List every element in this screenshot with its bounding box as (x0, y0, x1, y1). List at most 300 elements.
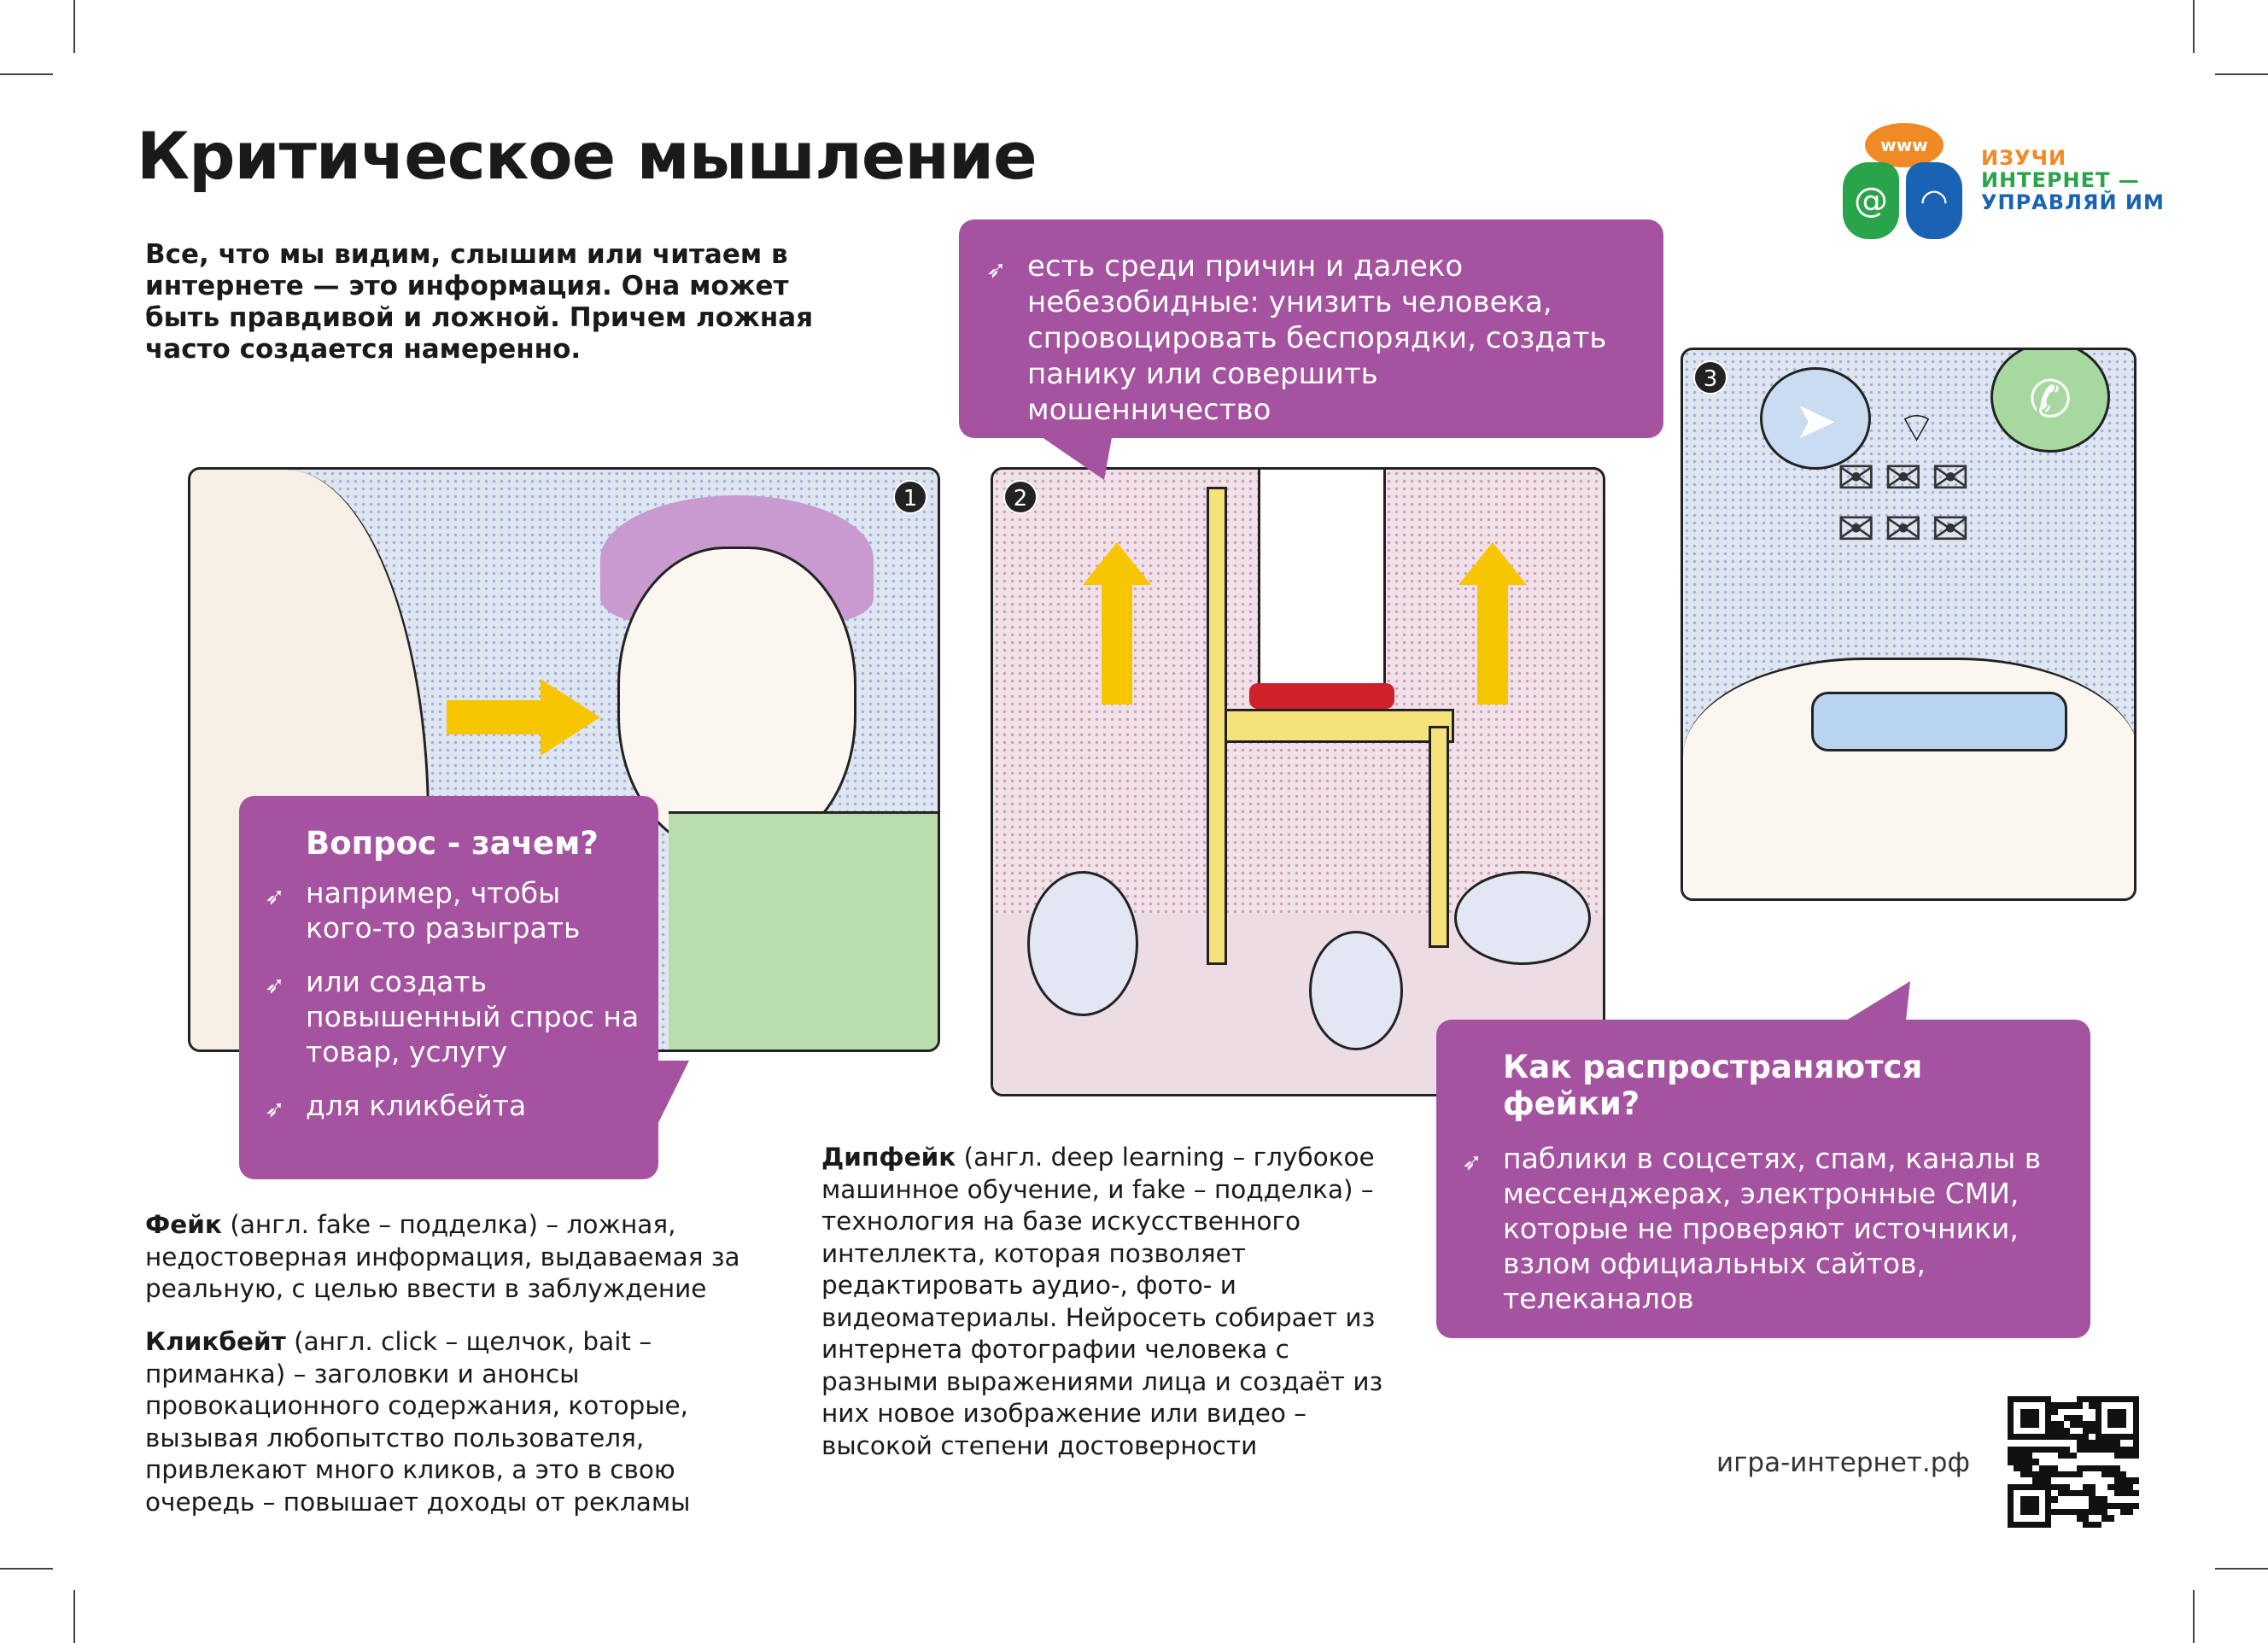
qr-module (2133, 1465, 2139, 1471)
qr-module (2114, 1471, 2120, 1477)
qr-module (2026, 1402, 2032, 1408)
qr-module (2107, 1484, 2113, 1490)
qr-module (2064, 1415, 2070, 1421)
qr-module (2101, 1440, 2107, 1446)
qr-module (2039, 1428, 2045, 1434)
qr-module (2058, 1421, 2064, 1427)
qr-module (2070, 1465, 2076, 1471)
qr-module (2008, 1471, 2014, 1477)
qr-module (2039, 1515, 2045, 1521)
qr-module (2083, 1440, 2089, 1446)
definition-fake (145, 1209, 794, 1306)
qr-module (2133, 1440, 2139, 1446)
qr-module (2008, 1396, 2014, 1402)
paper-plane-icon: ➶ (265, 971, 285, 999)
qr-module (2114, 1515, 2120, 1521)
qr-module (2133, 1421, 2139, 1427)
qr-module (2133, 1428, 2139, 1434)
qr-module (2077, 1490, 2083, 1496)
qr-module (2126, 1402, 2132, 1408)
qr-module (2014, 1396, 2020, 1402)
qr-module (2020, 1447, 2026, 1453)
qr-module (2051, 1459, 2057, 1465)
qr-module (2089, 1503, 2095, 1509)
qr-module (2026, 1421, 2032, 1427)
qr-module (2020, 1484, 2026, 1490)
paper-plane-icon: ➶ (986, 255, 1007, 284)
crop-mark (73, 0, 75, 53)
qr-module (2045, 1453, 2051, 1459)
bubble-tail (1036, 433, 1113, 484)
qr-module (2120, 1477, 2126, 1483)
whatsapp-icon: ✆ (1990, 348, 2110, 453)
qr-module (2077, 1453, 2083, 1459)
qr-module (2133, 1453, 2139, 1459)
qr-module (2039, 1477, 2045, 1483)
qr-module (2096, 1490, 2101, 1496)
qr-module (2107, 1509, 2113, 1515)
qr-module (2096, 1453, 2101, 1459)
qr-module (2089, 1447, 2095, 1453)
qr-module (2008, 1465, 2014, 1471)
qr-module (2114, 1409, 2120, 1415)
bubble-item-text: для кликбейта (306, 1089, 527, 1122)
definition-text: (англ. click – щелчок, bait – приманка) – заголовки и анонсы провокационного содержания, которые, вызывая любопытство пользователя, привлекают много кликов, а это в свою очередь – повышает доходы от рекламы (145, 1327, 691, 1517)
qr-module (2051, 1522, 2057, 1528)
speech-bubble-why (239, 796, 658, 1179)
qr-module (2096, 1415, 2101, 1421)
qr-module (2083, 1509, 2089, 1515)
qr-module (2008, 1440, 2014, 1446)
qr-module (2120, 1396, 2126, 1402)
qr-module (2089, 1459, 2095, 1465)
qr-module (2064, 1428, 2070, 1434)
qr-module (2020, 1396, 2026, 1402)
qr-module (2014, 1421, 2020, 1427)
qr-module (2026, 1459, 2032, 1465)
qr-module (2070, 1396, 2076, 1402)
qr-module (2008, 1447, 2014, 1453)
qr-module (2126, 1496, 2132, 1502)
definition-text: (англ. fake – подделка) – ложная, недостоверная информация, выдаваемая за реальную, с целью ввести в заблуждение (145, 1210, 740, 1303)
qr-module (2039, 1503, 2045, 1509)
term: Фейк (145, 1210, 222, 1239)
qr-module (2064, 1447, 2070, 1453)
qr-module (2120, 1402, 2126, 1408)
qr-module (2107, 1465, 2113, 1471)
qr-module (2114, 1509, 2120, 1515)
qr-module (2026, 1453, 2032, 1459)
qr-module (2008, 1509, 2014, 1515)
qr-module (2077, 1396, 2083, 1402)
qr-module (2120, 1484, 2126, 1490)
qr-module (2058, 1496, 2064, 1502)
qr-module (2077, 1434, 2083, 1440)
qr-module (2032, 1409, 2038, 1415)
envelope-icons: ✉✉✉ ✉✉✉ (1837, 451, 1979, 556)
rat-icon (1309, 931, 1403, 1050)
qr-module (2133, 1434, 2139, 1440)
qr-module (2020, 1402, 2026, 1408)
qr-module (2070, 1484, 2076, 1490)
qr-module (2058, 1396, 2064, 1402)
qr-module (2051, 1503, 2057, 1509)
qr-module (2089, 1515, 2095, 1521)
qr-module (2107, 1496, 2113, 1502)
paper-plane-icon: ➶ (265, 1095, 285, 1123)
qr-module (2133, 1515, 2139, 1521)
qr-module (2089, 1477, 2095, 1483)
qr-module (2064, 1484, 2070, 1490)
qr-module (2107, 1415, 2113, 1421)
qr-module (2120, 1421, 2126, 1427)
crop-mark (73, 1590, 75, 1643)
qr-module (2114, 1428, 2120, 1434)
qr-module (2032, 1440, 2038, 1446)
qr-module (2133, 1522, 2139, 1528)
qr-module (2114, 1434, 2120, 1440)
qr-module (2014, 1402, 2020, 1408)
qr-module (2032, 1503, 2038, 1509)
qr-module (2051, 1477, 2057, 1483)
qr-module (2020, 1490, 2026, 1496)
qr-module (2101, 1484, 2107, 1490)
qr-module (2051, 1471, 2057, 1477)
qr-module (2045, 1415, 2051, 1421)
qr-module (2120, 1434, 2126, 1440)
qr-module (2026, 1477, 2032, 1483)
qr-module (2083, 1421, 2089, 1427)
qr-module (2014, 1471, 2020, 1477)
qr-module (2014, 1509, 2020, 1515)
crop-mark (2193, 0, 2195, 53)
qr-module (2120, 1453, 2126, 1459)
qr-module (2045, 1471, 2051, 1477)
chair-leg (1429, 726, 1449, 948)
qr-module (2058, 1484, 2064, 1490)
qr-module (2014, 1477, 2020, 1483)
qr-module (2083, 1447, 2089, 1453)
definition-text: (англ. deep learning – глубокое машинное обучение, и fake – подделка) – технология на базе искусственного интеллекта, которая позволяет редактировать аудио-, фото- и видеоматериалы. Нейросеть собирает из интернета фотографии человека с разными выражениями лица и создаёт из них новое изображение или видео – высокой степени достоверности (821, 1143, 1383, 1460)
qr-module (2051, 1440, 2057, 1446)
qr-module (2008, 1434, 2014, 1440)
qr-module (2039, 1396, 2045, 1402)
qr-module (2008, 1477, 2014, 1483)
qr-module (2039, 1490, 2045, 1496)
logo (1836, 123, 1973, 243)
qr-module (2039, 1465, 2045, 1471)
qr-module (2120, 1490, 2126, 1496)
crop-mark (2215, 73, 2268, 75)
bubble-tail (653, 1061, 704, 1137)
qr-module (2008, 1402, 2014, 1408)
qr-module (2058, 1415, 2064, 1421)
qr-module (2039, 1471, 2045, 1477)
qr-module (2126, 1415, 2132, 1421)
qr-module (2077, 1515, 2083, 1521)
definition-deepfake (821, 1142, 1402, 1462)
qr-module (2096, 1402, 2101, 1408)
qr-module (2032, 1471, 2038, 1477)
qr-module (2070, 1496, 2076, 1502)
qr-module (2039, 1402, 2045, 1408)
qr-module (2014, 1522, 2020, 1528)
qr-module (2107, 1490, 2113, 1496)
qr-module (2039, 1447, 2045, 1453)
qr-module (2039, 1421, 2045, 1427)
qr-module (2026, 1434, 2032, 1440)
qr-module (2039, 1415, 2045, 1421)
up-arrow-icon (1083, 542, 1151, 705)
qr-module (2020, 1415, 2026, 1421)
qr-module (2014, 1515, 2020, 1521)
qr-module (2083, 1465, 2089, 1471)
qr-module (2101, 1477, 2107, 1483)
qr-module (2020, 1440, 2026, 1446)
qr-module (2089, 1396, 2095, 1402)
qr-module (2020, 1409, 2026, 1415)
qr-module (2045, 1465, 2051, 1471)
qr-module (2064, 1465, 2070, 1471)
qr-module (2020, 1496, 2026, 1502)
qr-module (2101, 1396, 2107, 1402)
qr-module (2014, 1453, 2020, 1459)
qr-module (2107, 1522, 2113, 1528)
qr-module (2045, 1515, 2051, 1521)
panel-number: 2 (1003, 480, 1038, 514)
qr-module (2045, 1402, 2051, 1408)
qr-module (2083, 1484, 2089, 1490)
qr-module (2064, 1522, 2070, 1528)
qr-module (2070, 1515, 2076, 1521)
qr-module (2114, 1503, 2120, 1509)
qr-module (2101, 1509, 2107, 1515)
qr-module (2045, 1509, 2051, 1515)
qr-module (2077, 1496, 2083, 1502)
qr-module (2045, 1496, 2051, 1502)
qr-module (2126, 1522, 2132, 1528)
qr-module (2026, 1440, 2032, 1446)
qr-module (2133, 1477, 2139, 1483)
qr-module (2058, 1459, 2064, 1465)
qr-module (2083, 1471, 2089, 1477)
qr-module (2126, 1471, 2132, 1477)
panel-number: 3 (1693, 360, 1727, 395)
qr-module (2032, 1396, 2038, 1402)
at-icon: @ (1843, 162, 1899, 239)
qr-module (2064, 1515, 2070, 1521)
qr-module (2008, 1515, 2014, 1521)
qr-module (2051, 1396, 2057, 1402)
qr-module (2120, 1415, 2126, 1421)
qr-module (2083, 1428, 2089, 1434)
qr-module (2039, 1409, 2045, 1415)
qr-module (2083, 1496, 2089, 1502)
qr-module (2101, 1409, 2107, 1415)
qr-module (2083, 1434, 2089, 1440)
qr-module (2083, 1409, 2089, 1415)
qr-module (2051, 1484, 2057, 1490)
intro-text: Все, что мы видим, слышим или читаем в интернете — это информация. Она может быть правдивой и ложной. Причем ложная часто создается намеренно. (145, 239, 814, 365)
qr-module (2058, 1447, 2064, 1453)
qr-module (2045, 1490, 2051, 1496)
qr-module (2114, 1496, 2120, 1502)
qr-module (2107, 1428, 2113, 1434)
qr-module (2026, 1409, 2032, 1415)
qr-module (2070, 1477, 2076, 1483)
qr-module (2070, 1428, 2076, 1434)
qr-module (2026, 1415, 2032, 1421)
qr-module (2089, 1440, 2095, 1446)
qr-module (2114, 1440, 2120, 1446)
qr-module (2096, 1471, 2101, 1477)
qr-module (2101, 1522, 2107, 1528)
qr-module (2020, 1459, 2026, 1465)
website-link[interactable]: игра-интернет.рф (1716, 1447, 1970, 1478)
qr-module (2126, 1477, 2132, 1483)
qr-module (2101, 1503, 2107, 1509)
qr-module (2020, 1515, 2026, 1521)
qr-module (2032, 1509, 2038, 1515)
qr-module (2101, 1434, 2107, 1440)
qr-module (2058, 1522, 2064, 1528)
qr-module (2089, 1421, 2095, 1427)
qr-module (2126, 1447, 2132, 1453)
qr-module (2083, 1515, 2089, 1521)
qr-module (2058, 1409, 2064, 1415)
qr-module (2032, 1515, 2038, 1521)
qr-module (2020, 1428, 2026, 1434)
bubble-item-text: например, чтобы кого-то разыграть (306, 876, 581, 944)
qr-module (2051, 1490, 2057, 1496)
qr-module (2014, 1415, 2020, 1421)
qr-module (2133, 1415, 2139, 1421)
qr-module (2051, 1453, 2057, 1459)
qr-module (2008, 1409, 2014, 1415)
qr-module (2120, 1515, 2126, 1521)
qr-module (2077, 1440, 2083, 1446)
qr-module (2101, 1402, 2107, 1408)
qr-module (2064, 1490, 2070, 1496)
qr-module (2089, 1415, 2095, 1421)
qr-module (2077, 1477, 2083, 1483)
qr-module (2126, 1453, 2132, 1459)
qr-module (2101, 1428, 2107, 1434)
crop-mark (2193, 1590, 2195, 1643)
bubble-item (265, 964, 641, 1069)
qr-module (2058, 1471, 2064, 1477)
qr-module (2008, 1459, 2014, 1465)
qr-module (2045, 1421, 2051, 1427)
qr-module (2089, 1402, 2095, 1408)
qr-code[interactable] (2008, 1396, 2139, 1528)
qr-module (2096, 1421, 2101, 1427)
qr-module (2107, 1421, 2113, 1427)
crop-mark (0, 73, 53, 75)
qr-module (2077, 1402, 2083, 1408)
qr-module (2064, 1459, 2070, 1465)
term: Дипфейк (821, 1143, 956, 1172)
qr-module (2070, 1447, 2076, 1453)
bubble-item-text: или создать повышенный спрос на товар, услугу (306, 965, 640, 1068)
qr-module (2045, 1396, 2051, 1402)
qr-module (2026, 1447, 2032, 1453)
qr-module (2120, 1440, 2126, 1446)
qr-module (2077, 1459, 2083, 1465)
qr-module (2045, 1428, 2051, 1434)
qr-module (2058, 1428, 2064, 1434)
qr-module (2089, 1509, 2095, 1515)
qr-module (2077, 1503, 2083, 1509)
qr-module (2026, 1428, 2032, 1434)
qr-module (2020, 1421, 2026, 1427)
qr-module (2101, 1515, 2107, 1521)
qr-module (2014, 1465, 2020, 1471)
qr-module (2133, 1503, 2139, 1509)
qr-module (2096, 1503, 2101, 1509)
qr-module (2083, 1490, 2089, 1496)
qr-module (2058, 1477, 2064, 1483)
qr-module (2051, 1447, 2057, 1453)
bubble-item (1462, 1141, 2065, 1316)
logo-line: ИЗУЧИ (1981, 146, 2067, 170)
qr-module (2051, 1465, 2057, 1471)
qr-module (2058, 1453, 2064, 1459)
qr-module (2008, 1484, 2014, 1490)
qr-module (2096, 1440, 2101, 1446)
qr-module (2045, 1503, 2051, 1509)
qr-module (2014, 1459, 2020, 1465)
qr-module (2032, 1490, 2038, 1496)
qr-module (2008, 1496, 2014, 1502)
page-title: Критическое мышление (137, 118, 1037, 194)
qr-module (2089, 1496, 2095, 1502)
qr-module (2120, 1459, 2126, 1465)
qr-module (2051, 1421, 2057, 1427)
qr-module (2133, 1509, 2139, 1515)
qr-module (2133, 1447, 2139, 1453)
term: Кликбейт (145, 1327, 286, 1356)
red-shoes (1249, 683, 1394, 709)
qr-module (2126, 1490, 2132, 1496)
qr-module (2039, 1453, 2045, 1459)
qr-module (2032, 1428, 2038, 1434)
legs (1258, 470, 1386, 700)
qr-module (2026, 1396, 2032, 1402)
qr-module (2032, 1402, 2038, 1408)
qr-module (2126, 1434, 2132, 1440)
qr-module (2114, 1421, 2120, 1427)
bubble-title: Вопрос - зачем? (306, 825, 599, 862)
qr-module (2077, 1484, 2083, 1490)
qr-module (2014, 1440, 2020, 1446)
rat-icon (1454, 871, 1591, 965)
qr-module (2096, 1509, 2101, 1515)
qr-module (2114, 1477, 2120, 1483)
qr-module (2107, 1409, 2113, 1415)
qr-module (2051, 1509, 2057, 1515)
qr-module (2126, 1409, 2132, 1415)
qr-module (2064, 1477, 2070, 1483)
chair-seat (1215, 709, 1454, 743)
qr-module (2014, 1428, 2020, 1434)
qr-module (2051, 1402, 2057, 1408)
qr-module (2014, 1490, 2020, 1496)
qr-module (2008, 1415, 2014, 1421)
qr-module (2126, 1509, 2132, 1515)
qr-module (2107, 1477, 2113, 1483)
qr-module (2083, 1477, 2089, 1483)
